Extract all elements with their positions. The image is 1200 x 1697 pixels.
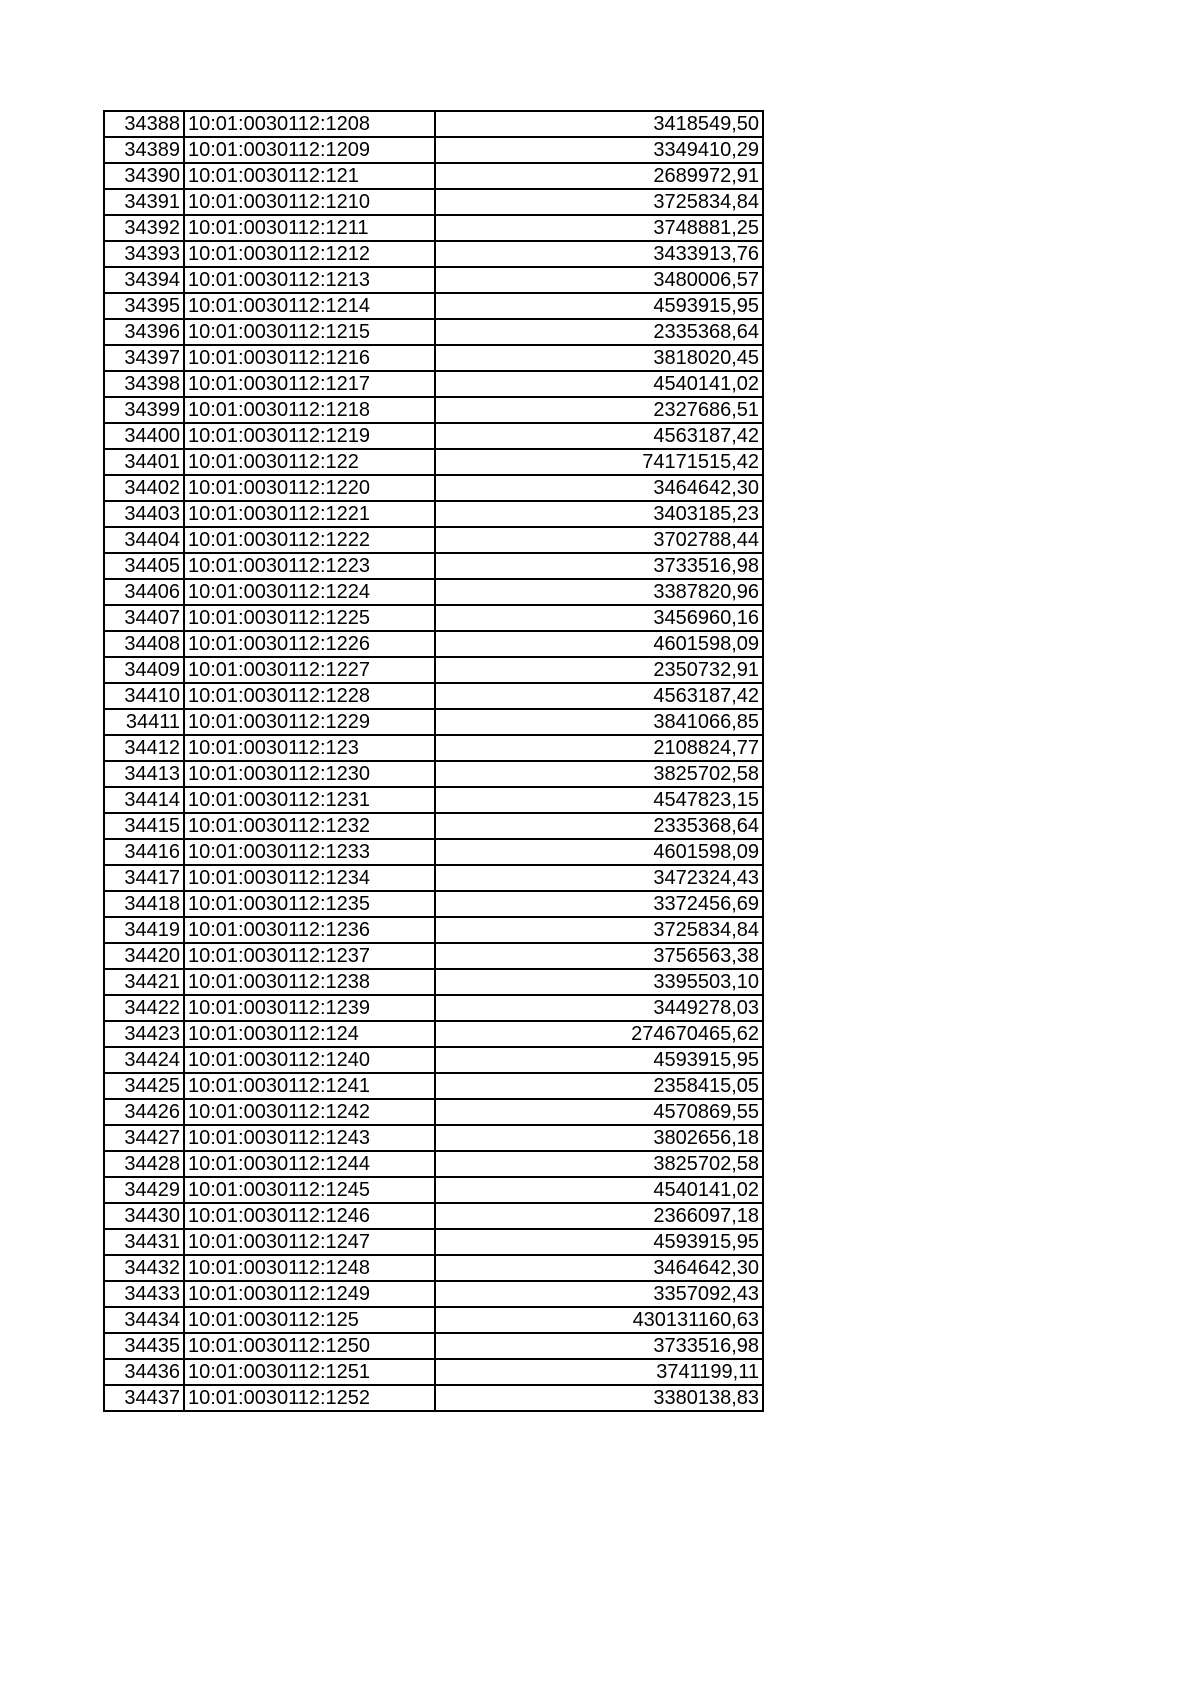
cadastral-number-cell: 10:01:0030112:1215 [184, 319, 435, 345]
value-cell: 4593915,95 [435, 1047, 763, 1073]
table-row [104, 813, 763, 839]
value-cell: 4593915,95 [435, 1229, 763, 1255]
table-row [104, 1125, 763, 1151]
value-cell: 3372456,69 [435, 891, 763, 917]
value-cell: 4563187,42 [435, 423, 763, 449]
cadastral-value-table [103, 110, 764, 1412]
row-number-cell: 34424 [104, 1047, 184, 1073]
row-number-cell: 34409 [104, 657, 184, 683]
cadastral-number-cell: 10:01:0030112:1225 [184, 605, 435, 631]
row-number-cell: 34413 [104, 761, 184, 787]
value-cell: 3733516,98 [435, 553, 763, 579]
table-row [104, 371, 763, 397]
table-row [104, 189, 763, 215]
value-cell: 3418549,50 [435, 111, 763, 137]
row-number-cell: 34394 [104, 267, 184, 293]
cadastral-number-cell: 10:01:0030112:1236 [184, 917, 435, 943]
value-cell: 3825702,58 [435, 761, 763, 787]
table-row [104, 1385, 763, 1411]
row-number-cell: 34407 [104, 605, 184, 631]
value-cell: 4540141,02 [435, 1177, 763, 1203]
cadastral-number-cell: 10:01:0030112:1252 [184, 1385, 435, 1411]
cadastral-number-cell: 10:01:0030112:123 [184, 735, 435, 761]
row-number-cell: 34395 [104, 293, 184, 319]
cadastral-number-cell: 10:01:0030112:1247 [184, 1229, 435, 1255]
table-row [104, 943, 763, 969]
table-row [104, 1073, 763, 1099]
row-number-cell: 34393 [104, 241, 184, 267]
table-row [104, 319, 763, 345]
value-cell: 3464642,30 [435, 475, 763, 501]
row-number-cell: 34402 [104, 475, 184, 501]
row-number-cell: 34405 [104, 553, 184, 579]
cadastral-number-cell: 10:01:0030112:1250 [184, 1333, 435, 1359]
table-row [104, 1021, 763, 1047]
cadastral-number-cell: 10:01:0030112:1214 [184, 293, 435, 319]
value-cell: 2358415,05 [435, 1073, 763, 1099]
row-number-cell: 34421 [104, 969, 184, 995]
cadastral-number-cell: 10:01:0030112:1243 [184, 1125, 435, 1151]
table-row [104, 215, 763, 241]
row-number-cell: 34396 [104, 319, 184, 345]
cadastral-number-cell: 10:01:0030112:1224 [184, 579, 435, 605]
value-cell: 3349410,29 [435, 137, 763, 163]
cadastral-number-cell: 10:01:0030112:1216 [184, 345, 435, 371]
row-number-cell: 34399 [104, 397, 184, 423]
value-cell: 4593915,95 [435, 293, 763, 319]
value-cell: 3387820,96 [435, 579, 763, 605]
cadastral-number-cell: 10:01:0030112:1223 [184, 553, 435, 579]
value-cell: 2108824,77 [435, 735, 763, 761]
table-row [104, 423, 763, 449]
table-row [104, 1177, 763, 1203]
row-number-cell: 34411 [104, 709, 184, 735]
cadastral-number-cell: 10:01:0030112:1234 [184, 865, 435, 891]
table-row [104, 605, 763, 631]
table-row [104, 969, 763, 995]
row-number-cell: 34419 [104, 917, 184, 943]
row-number-cell: 34400 [104, 423, 184, 449]
value-cell: 2366097,18 [435, 1203, 763, 1229]
row-number-cell: 34416 [104, 839, 184, 865]
cadastral-number-cell: 10:01:0030112:1221 [184, 501, 435, 527]
row-number-cell: 34408 [104, 631, 184, 657]
cadastral-number-cell: 10:01:0030112:122 [184, 449, 435, 475]
table-row [104, 1333, 763, 1359]
table-row [104, 345, 763, 371]
table-row [104, 917, 763, 943]
cadastral-number-cell: 10:01:0030112:1248 [184, 1255, 435, 1281]
value-cell: 4563187,42 [435, 683, 763, 709]
value-cell: 3741199,11 [435, 1359, 763, 1385]
value-cell: 3802656,18 [435, 1125, 763, 1151]
cadastral-number-cell: 10:01:0030112:1249 [184, 1281, 435, 1307]
table-row [104, 1099, 763, 1125]
row-number-cell: 34412 [104, 735, 184, 761]
table-row [104, 891, 763, 917]
cadastral-number-cell: 10:01:0030112:1240 [184, 1047, 435, 1073]
cadastral-number-cell: 10:01:0030112:1208 [184, 111, 435, 137]
row-number-cell: 34391 [104, 189, 184, 215]
value-cell: 3748881,25 [435, 215, 763, 241]
value-cell: 3841066,85 [435, 709, 763, 735]
value-cell: 3380138,83 [435, 1385, 763, 1411]
table-row [104, 709, 763, 735]
cadastral-number-cell: 10:01:0030112:1246 [184, 1203, 435, 1229]
table-row [104, 241, 763, 267]
cadastral-number-cell: 10:01:0030112:1228 [184, 683, 435, 709]
cadastral-number-cell: 10:01:0030112:1251 [184, 1359, 435, 1385]
table-row [104, 1047, 763, 1073]
row-number-cell: 34414 [104, 787, 184, 813]
cadastral-number-cell: 10:01:0030112:1231 [184, 787, 435, 813]
cadastral-number-cell: 10:01:0030112:1232 [184, 813, 435, 839]
row-number-cell: 34392 [104, 215, 184, 241]
row-number-cell: 34429 [104, 1177, 184, 1203]
cadastral-number-cell: 10:01:0030112:1209 [184, 137, 435, 163]
value-cell: 3395503,10 [435, 969, 763, 995]
cadastral-number-cell: 10:01:0030112:1238 [184, 969, 435, 995]
cadastral-number-cell: 10:01:0030112:1242 [184, 1099, 435, 1125]
row-number-cell: 34427 [104, 1125, 184, 1151]
row-number-cell: 34401 [104, 449, 184, 475]
cadastral-number-cell: 10:01:0030112:121 [184, 163, 435, 189]
table-row [104, 1255, 763, 1281]
row-number-cell: 34436 [104, 1359, 184, 1385]
table-row [104, 865, 763, 891]
table-row [104, 111, 763, 137]
row-number-cell: 34425 [104, 1073, 184, 1099]
row-number-cell: 34417 [104, 865, 184, 891]
table-row [104, 631, 763, 657]
value-cell: 3725834,84 [435, 189, 763, 215]
value-cell: 4547823,15 [435, 787, 763, 813]
table-row [104, 579, 763, 605]
table-row [104, 1151, 763, 1177]
row-number-cell: 34410 [104, 683, 184, 709]
table-row [104, 995, 763, 1021]
cadastral-number-cell: 10:01:0030112:1239 [184, 995, 435, 1021]
row-number-cell: 34422 [104, 995, 184, 1021]
value-cell: 4540141,02 [435, 371, 763, 397]
table-body [104, 111, 763, 1411]
value-cell: 3725834,84 [435, 917, 763, 943]
row-number-cell: 34397 [104, 345, 184, 371]
value-cell: 3464642,30 [435, 1255, 763, 1281]
cadastral-number-cell: 10:01:0030112:1213 [184, 267, 435, 293]
table-row [104, 761, 763, 787]
value-cell: 3357092,43 [435, 1281, 763, 1307]
row-number-cell: 34433 [104, 1281, 184, 1307]
value-cell: 3403185,23 [435, 501, 763, 527]
cadastral-number-cell: 10:01:0030112:1226 [184, 631, 435, 657]
row-number-cell: 34398 [104, 371, 184, 397]
cadastral-number-cell: 10:01:0030112:1212 [184, 241, 435, 267]
row-number-cell: 34431 [104, 1229, 184, 1255]
value-cell: 2350732,91 [435, 657, 763, 683]
row-number-cell: 34428 [104, 1151, 184, 1177]
cadastral-number-cell: 10:01:0030112:1245 [184, 1177, 435, 1203]
cadastral-number-cell: 10:01:0030112:1210 [184, 189, 435, 215]
table-row [104, 475, 763, 501]
cadastral-number-cell: 10:01:0030112:1235 [184, 891, 435, 917]
table-row [104, 293, 763, 319]
row-number-cell: 34415 [104, 813, 184, 839]
cadastral-number-cell: 10:01:0030112:1237 [184, 943, 435, 969]
row-number-cell: 34434 [104, 1307, 184, 1333]
row-number-cell: 34426 [104, 1099, 184, 1125]
value-cell: 74171515,42 [435, 449, 763, 475]
table-row [104, 1307, 763, 1333]
cadastral-number-cell: 10:01:0030112:1211 [184, 215, 435, 241]
row-number-cell: 34403 [104, 501, 184, 527]
table-row [104, 553, 763, 579]
cadastral-number-cell: 10:01:0030112:1233 [184, 839, 435, 865]
value-cell: 4570869,55 [435, 1099, 763, 1125]
cadastral-number-cell: 10:01:0030112:1229 [184, 709, 435, 735]
value-cell: 4601598,09 [435, 631, 763, 657]
row-number-cell: 34388 [104, 111, 184, 137]
value-cell: 274670465,62 [435, 1021, 763, 1047]
table-row [104, 1359, 763, 1385]
row-number-cell: 34435 [104, 1333, 184, 1359]
value-cell: 3733516,98 [435, 1333, 763, 1359]
value-cell: 4601598,09 [435, 839, 763, 865]
table-row [104, 267, 763, 293]
value-cell: 2335368,64 [435, 319, 763, 345]
table-row [104, 397, 763, 423]
cadastral-number-cell: 10:01:0030112:1220 [184, 475, 435, 501]
table-row [104, 683, 763, 709]
row-number-cell: 34420 [104, 943, 184, 969]
value-cell: 2335368,64 [435, 813, 763, 839]
cadastral-number-cell: 10:01:0030112:1241 [184, 1073, 435, 1099]
cadastral-number-cell: 10:01:0030112:1218 [184, 397, 435, 423]
table-row [104, 527, 763, 553]
row-number-cell: 34432 [104, 1255, 184, 1281]
table-row [104, 735, 763, 761]
value-cell: 3433913,76 [435, 241, 763, 267]
cadastral-number-cell: 10:01:0030112:1217 [184, 371, 435, 397]
cadastral-number-cell: 10:01:0030112:125 [184, 1307, 435, 1333]
value-cell: 2327686,51 [435, 397, 763, 423]
value-cell: 2689972,91 [435, 163, 763, 189]
cadastral-number-cell: 10:01:0030112:1244 [184, 1151, 435, 1177]
value-cell: 3456960,16 [435, 605, 763, 631]
table-row [104, 1281, 763, 1307]
value-cell: 3480006,57 [435, 267, 763, 293]
value-cell: 3825702,58 [435, 1151, 763, 1177]
table-row [104, 449, 763, 475]
table-row [104, 1229, 763, 1255]
row-number-cell: 34390 [104, 163, 184, 189]
row-number-cell: 34389 [104, 137, 184, 163]
value-cell: 3702788,44 [435, 527, 763, 553]
table-row [104, 137, 763, 163]
value-cell: 3756563,38 [435, 943, 763, 969]
table-row [104, 839, 763, 865]
cadastral-number-cell: 10:01:0030112:1222 [184, 527, 435, 553]
value-cell: 430131160,63 [435, 1307, 763, 1333]
cadastral-number-cell: 10:01:0030112:1219 [184, 423, 435, 449]
row-number-cell: 34404 [104, 527, 184, 553]
row-number-cell: 34406 [104, 579, 184, 605]
row-number-cell: 34437 [104, 1385, 184, 1411]
value-cell: 3818020,45 [435, 345, 763, 371]
row-number-cell: 34430 [104, 1203, 184, 1229]
cadastral-number-cell: 10:01:0030112:124 [184, 1021, 435, 1047]
row-number-cell: 34418 [104, 891, 184, 917]
row-number-cell: 34423 [104, 1021, 184, 1047]
cadastral-number-cell: 10:01:0030112:1227 [184, 657, 435, 683]
table-row [104, 787, 763, 813]
table-row [104, 1203, 763, 1229]
table-row [104, 163, 763, 189]
table-row [104, 657, 763, 683]
value-cell: 3472324,43 [435, 865, 763, 891]
value-cell: 3449278,03 [435, 995, 763, 1021]
table-row [104, 501, 763, 527]
cadastral-number-cell: 10:01:0030112:1230 [184, 761, 435, 787]
